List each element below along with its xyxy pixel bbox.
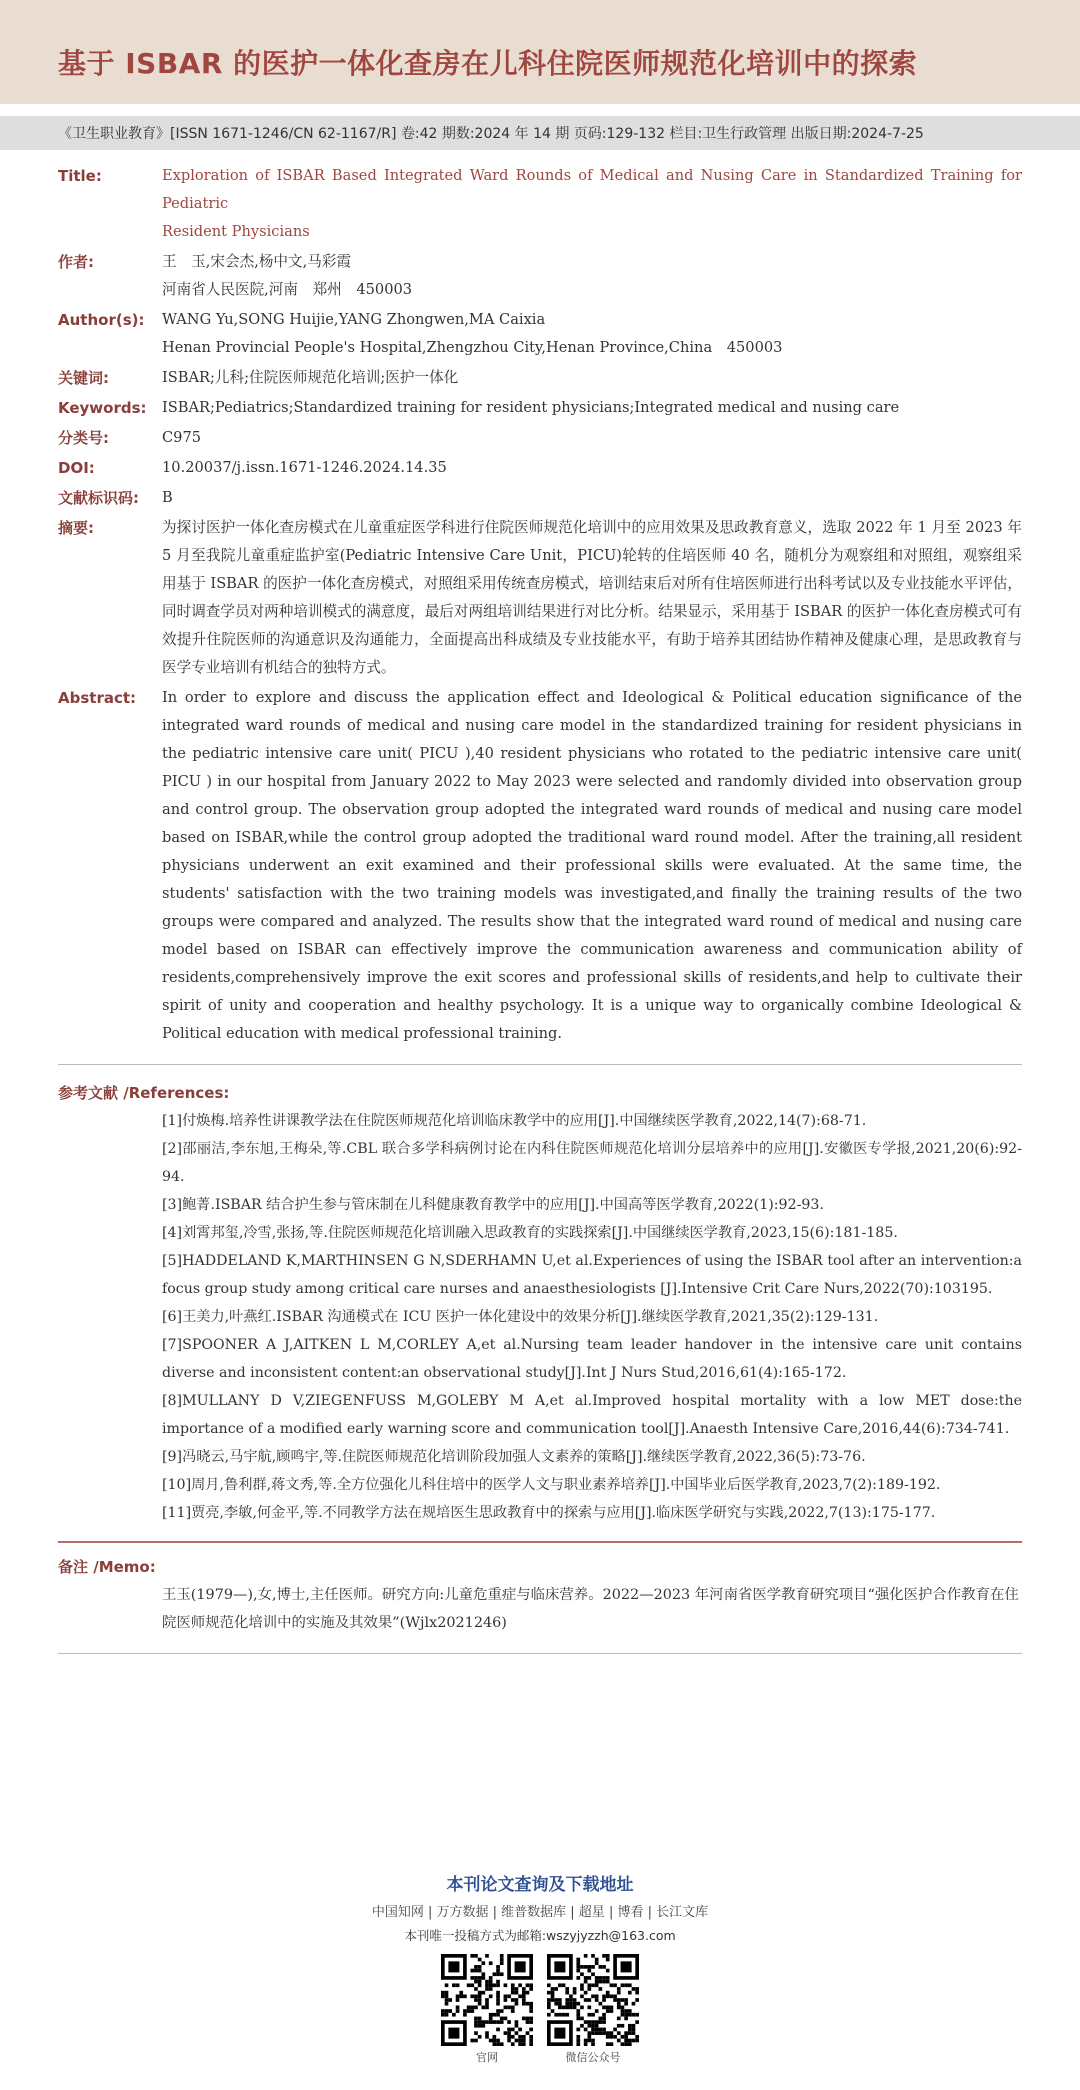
authors-en: [162, 306, 1022, 362]
doi-row: [58, 454, 1022, 482]
qr-wechat: [547, 1954, 639, 2065]
doi-label: DOI:: [58, 459, 95, 477]
doc-code: B: [162, 489, 173, 506]
reference-item: [11]贾亮,李敏,何金平,等.不同教学方法在规培医生思政教育中的探索与应用[J].临床医学研究与实践,2022,7(13):175-177.: [162, 1505, 936, 1521]
memo-text: 王玉(1979—),女,博士,主任医师。研究方向:儿童危重症与临床营养。2022—2023 年河南省医学教育研究项目“强化医护合作教育在住院医师规范化培训中的实施及其效果”(Wjlx2021246): [162, 1587, 1019, 1631]
reference-item: [1]付焕梅.培养性讲课教学法在住院医师规范化培训临床教学中的应用[J].中国继续医学教育,2022,14(7):68-71.: [162, 1113, 867, 1129]
classification-row: [58, 424, 1022, 452]
title-en: [162, 162, 1022, 246]
qr-code-icon: [441, 1954, 533, 2046]
keywords-cn: ISBAR;儿科;住院医师规范化培训;医护一体化: [162, 369, 459, 386]
memo-heading: 备注 /Memo:: [58, 1558, 156, 1576]
keywords-cn-row: [58, 364, 1022, 392]
reference-item: [4]刘霄邦玺,冷雪,张扬,等.住院医师规范化培训融入思政教育的实践探索[J].中国继续医学教育,2023,15(6):181-185.: [162, 1225, 898, 1241]
title-label: Title:: [58, 167, 102, 185]
classification: C975: [162, 429, 202, 446]
divider-red: [58, 1541, 1022, 1543]
keywords-cn-label: 关键词:: [58, 369, 109, 387]
references-heading: 参考文献 /References:: [58, 1084, 230, 1102]
authors-en-row: [58, 306, 1022, 362]
publication-meta: 《卫生职业教育》[ISSN 1671-1246/CN 62-1167/R] 卷:42 期数:2024 年 14 期 页码:129-132 栏目:卫生行政管理 出版日期:2024-7-25: [58, 126, 924, 142]
affiliation-en: Henan Provincial People's Hospital,Zhengzhou City,Henan Province,China 450003: [162, 339, 783, 356]
page-title: 基于 ISBAR 的医护一体化查房在儿科住院医师规范化培训中的探索: [58, 47, 918, 80]
footer-sources[interactable]: 中国知网 | 万方数据 | 维普数据库 | 超星 | 博看 | 长江文库: [371, 1905, 709, 1920]
qr-code-icon: [547, 1954, 639, 2046]
authors-cn-row: [58, 248, 1022, 304]
title-row: [58, 162, 1022, 246]
keywords-en-row: [58, 394, 1022, 422]
authors-cn-label: 作者:: [58, 253, 94, 271]
qr-website: [441, 1954, 533, 2065]
qr-caption: 官网: [476, 2051, 498, 2064]
authors-en-names: WANG Yu,SONG Huijie,YANG Zhongwen,MA Caixia: [162, 311, 546, 328]
doc-code-row: [58, 484, 1022, 512]
affiliation-cn: 河南省人民医院,河南 郑州 450003: [162, 281, 413, 298]
reference-item: [8]MULLANY D V,ZIEGENFUSS M,GOLEBY M A,et al.Improved hospital mortality with a low MET dose:the importance of a modified early warning score and communication tool[J].Anaesth Intensive Care,2016,44(6):734-741.: [162, 1393, 1022, 1437]
article-content: [58, 162, 1022, 1668]
divider: [58, 1653, 1022, 1654]
keywords-en: ISBAR;Pediatrics;Standardized training for resident physicians;Integrated medical and nusing care: [162, 399, 900, 416]
reference-item: [9]冯晓云,马宇航,顾鸣宇,等.住院医师规范化培训阶段加强人文素养的策略[J].继续医学教育,2022,36(5):73-76.: [162, 1449, 866, 1465]
authors-en-label: Author(s):: [58, 311, 145, 329]
reference-item: [7]SPOONER A J,AITKEN L M,CORLEY A,et al.Nursing team leader handover in the intensive care unit contains diverse and inconsistent content:an observational study[J].Int J Nurs Stud,2016,61(4):165-172.: [162, 1337, 1022, 1381]
divider: [58, 1064, 1022, 1065]
abstract-cn-row: [58, 514, 1022, 682]
reference-item: [6]王美力,叶燕红.ISBAR 沟通模式在 ICU 医护一体化建设中的效果分析[J].继续医学教育,2021,35(2):129-131.: [162, 1309, 879, 1325]
authors-cn: [162, 248, 1022, 304]
keywords-en-label: Keywords:: [58, 399, 147, 417]
abstract-en: In order to explore and discuss the application effect and Ideological & Political education significance of the integrated ward rounds of medical and nusing care model in the standardized training for resident physicians in the pediatric intensive care unit( PICU ),40 resident physicians who rotated to the pediatric intensive care unit( PICU ) in our hospital from January 2022 to May 2023 were selected and randomly divided into observation group and control group. The observation group adopted the integrated ward rounds of medical and nusing care model based on ISBAR,while the control group adopted the traditional ward round model. After the training,all resident physicians underwent an exit examined and their professional skills were evaluated. At the same time, the students' satisfaction with the two training models was investigated,and finally the training results of the two groups were compared and analyzed. The results show that the integrated ward round of medical and nusing care model based on ISBAR can effectively improve the communication awareness and communication ability of residents,comprehensively improve the exit scores and professional skills of residents,and help to cultivate their spirit of unity and cooperation and healthy psychology. It is a unique way to organically combine Ideological & Political education with medical professional training.: [162, 689, 1022, 1042]
abstract-en-row: [58, 684, 1022, 1048]
footer-title: 本刊论文查询及下载地址: [446, 1875, 634, 1895]
reference-item: [10]周月,鲁利群,蒋文秀,等.全方位强化儿科住培中的医学人文与职业素养培养[J].中国毕业后医学教育,2023,7(2):189-192.: [162, 1477, 941, 1493]
footer: [0, 1870, 1080, 2065]
title-en-line: Resident Physicians: [162, 223, 310, 240]
classification-label: 分类号:: [58, 429, 109, 447]
qr-caption: 微信公众号: [565, 2051, 621, 2064]
title-en-line: Exploration of ISBAR Based Integrated Ward Rounds of Medical and Nusing Care in Standardized Training for Pediatric: [162, 167, 1022, 212]
footer-email[interactable]: 本刊唯一投稿方式为邮箱:wszyjyzzh@163.com: [404, 1928, 676, 1943]
reference-item: [3]鲍菁.ISBAR 结合护生参与管床制在儿科健康教育教学中的应用[J].中国高等医学教育,2022(1):92-93.: [162, 1197, 824, 1213]
qr-row: [0, 1954, 1080, 2065]
doi-link[interactable]: 10.20037/j.issn.1671-1246.2024.14.35: [162, 459, 447, 476]
reference-item: [2]邵丽洁,李东旭,王梅朵,等.CBL 联合多学科病例讨论在内科住院医师规范化培训分层培养中的应用[J].安徽医专学报,2021,20(6):92-94.: [162, 1141, 1022, 1185]
abstract-en-label: Abstract:: [58, 689, 137, 707]
abstract-cn: 为探讨医护一体化查房模式在儿童重症医学科进行住院医师规范化培训中的应用效果及思政教育意义，选取 2022 年 1 月至 2023 年 5 月至我院儿童重症监护室(Pediatric Intensive Care Unit，PICU)轮转的住培医师 40 名，随机分为观察组和对照组，观察组采用基于 ISBAR 的医护一体化查房模式，对照组采用传统查房模式，培训结束后对所有住培医师进行出科考试以及专业技能水平评估，同时调查学员对两种培训模式的满意度，最后对两组培训结果进行对比分析。结果显示，采用基于 ISBAR 的医护一体化查房模式可有效提升住院医师的沟通意识及沟通能力，全面提高出科成绩及专业技能水平，有助于培养其团结协作精神及健康心理，是思政教育与医学专业培训有机结合的独特方式。: [162, 519, 1022, 676]
authors-cn-names: 王 玉,宋会杰,杨中文,马彩霞: [162, 253, 352, 270]
references-list: [58, 1107, 1022, 1527]
reference-item: [5]HADDELAND K,MARTHINSEN G N,SDERHAMN U,et al.Experiences of using the ISBAR tool after an intervention:a focus group study among critical care nurses and anaesthesiologists [J].Intensive Crit Care Nurs,2022(70):103195.: [162, 1253, 1022, 1297]
doc-code-label: 文献标识码:: [58, 489, 139, 507]
abstract-cn-label: 摘要:: [58, 519, 94, 537]
